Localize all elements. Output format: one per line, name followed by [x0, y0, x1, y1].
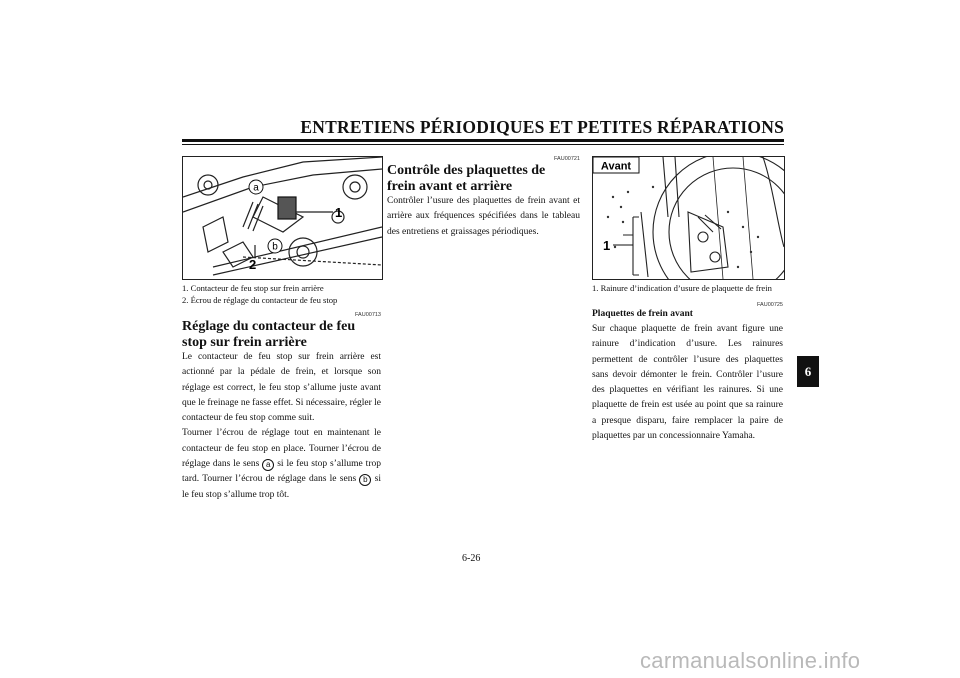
section-code-pads: FAU00721: [554, 156, 580, 162]
chapter-tab: 6: [797, 356, 819, 387]
header-rule-thin: [182, 144, 784, 145]
front-pads-subheading: Plaquettes de frein avant: [592, 309, 693, 319]
figure-label-front: Avant: [600, 160, 632, 173]
brake-switch-text-2b: si le feu stop s’allume trop tard. Tourner l’écrou de réglage dans le sens: [182, 459, 381, 485]
brake-switch-text-1: Le contacteur de feu stop sur frein arrière est actionné par la pédale de frein, et lorsque son réglage est correct, le feu stop s’allume juste avant que le freinage ne fasse effet. Si nécessaire, régler le contacteur de feu stop comme suit.: [182, 352, 381, 424]
figure-caption-1: 1. Contacteur de feu stop sur frein arrière: [182, 283, 324, 293]
callout-b-inline: b: [359, 474, 371, 486]
section-heading-brake-pads: Contrôle des plaquettes de frein avant et arrière: [387, 163, 546, 194]
section-code: FAU00713: [355, 312, 381, 318]
page-header-title: ENTRETIENS PÉRIODIQUES ET PETITES RÉPARATIONS: [300, 117, 784, 137]
brake-switch-text-2a: Tourner l’écrou de réglage tout en maintenant le contacteur de feu stop en place. Tourner l’écrou de réglage dans le sens: [182, 428, 381, 470]
figure-number-pad: 1: [603, 238, 611, 253]
page-number: 6-26: [462, 553, 481, 564]
watermark: carmanualsonline.info: [640, 648, 861, 673]
section-heading-brake-switch: Réglage du contacteur de feu stop sur frein arrière: [182, 319, 356, 350]
callout-b: b: [272, 241, 278, 253]
pad-figure-caption: 1. Rainure d’indication d’usure de plaquette de frein: [592, 283, 772, 293]
callout-a: a: [253, 182, 259, 194]
front-brake-pad-illustration: [592, 156, 785, 280]
brake-switch-paragraph: [182, 350, 381, 503]
section-code-front-pads: FAU00725: [757, 302, 783, 308]
rear-brake-switch-illustration: [182, 156, 383, 280]
front-pads-paragraph: Sur chaque plaquette de frein avant figure une rainure d’indication d’usure. Les rainures permettent de contrôler l’usure des plaquettes sans devoir démonter le frein. Contrôler l’usure des plaquettes en vérifiant les rainures. Si une plaquette de frein est usée au point que sa rainure a presque disparu, faire remplacer la paire de plaquettes par un concessionnaire Yamaha.: [592, 324, 783, 442]
brake-switch-text-2c: si le feu stop s’allume trop tôt.: [182, 474, 381, 500]
brake-pads-paragraph: Contrôler l’usure des plaquettes de frein avant et arrière aux fréquences spécifiées dans le tableau des entretiens et graissages périodiques.: [387, 196, 580, 237]
header-rule: [182, 139, 784, 142]
callout-a-inline: a: [262, 459, 274, 471]
figure-number-2: 2: [249, 257, 257, 272]
figure-caption-2: 2. Écrou de réglage du contacteur de feu stop: [182, 295, 338, 305]
figure-number-1: 1: [335, 205, 343, 220]
